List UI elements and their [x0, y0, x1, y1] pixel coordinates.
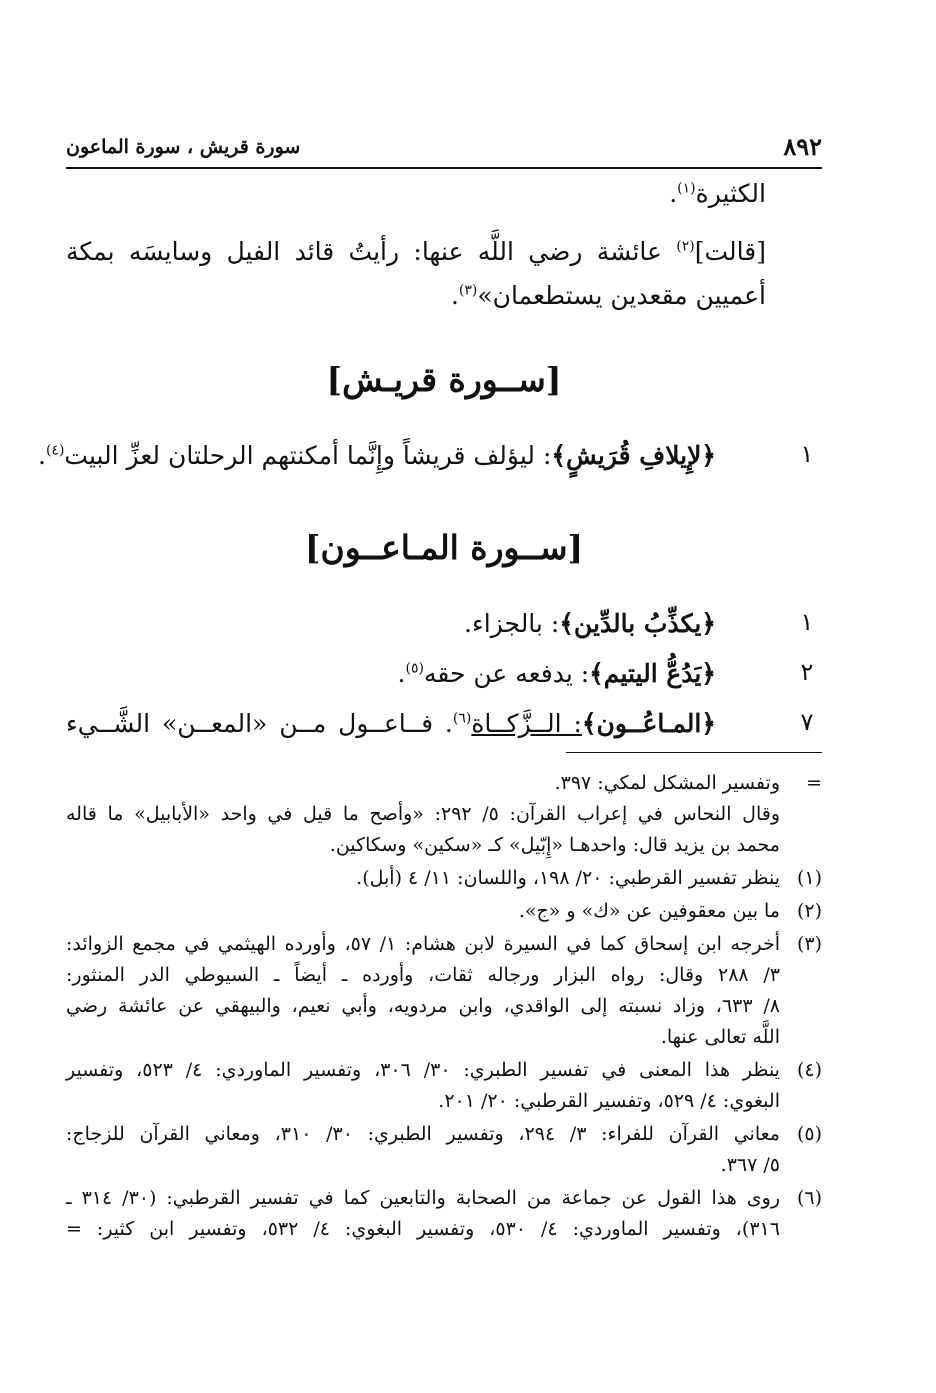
- footnote: [66, 1119, 822, 1181]
- verse-gloss: : الــزَّكــاة: [471, 709, 582, 738]
- footnote: [66, 896, 822, 927]
- continuation-line: [66, 172, 766, 216]
- footnote-line: اللَّه تعالى عنها.: [660, 1026, 780, 1048]
- verse-row: [37, 436, 822, 480]
- footnote-number: (٥): [796, 1123, 822, 1145]
- header-title: سورة قريش ، سورة الماعون: [66, 136, 301, 158]
- footnote-line: وتفسير المشكل لمكي: ٣٩٧.: [554, 772, 780, 794]
- footnote-line: معاني القرآن للفراء: ٣/ ٢٩٤، وتفسير الطبري: ٣٠/ ٣١٠، ومعاني القرآن للزجاج:: [66, 1123, 780, 1145]
- verse-text: [464, 604, 716, 644]
- footnote-number: (١): [796, 867, 822, 889]
- footnote-line: البغوي: ٤/ ٥٢٩، وتفسير القرطبي: ٢٠/ ٢٠١.: [438, 1090, 780, 1112]
- footnote-line: ٥/ ٣٦٧.: [720, 1154, 780, 1176]
- footnote-divider: [566, 752, 822, 753]
- footnote-line: ما بين معقوفين عن «ك» و «ج».: [518, 900, 780, 922]
- footnote-line: ٨/ ٦٣٣، وزاد نسبته إلى الواقدي، وابن مردويه، وأبي نعيم، والبيهقي عن عائشة رضي: [66, 995, 780, 1017]
- paragraph-text: عائشة رضي اللَّه عنها: رأيتُ قائد الفيل وسايسَه بمكة: [66, 237, 677, 266]
- surah-quraysh-heading: [ســورة قريـش]: [326, 360, 562, 399]
- footnote-ref: (٥): [405, 660, 424, 677]
- bracket-text: [قالت]: [694, 237, 766, 266]
- footnote-line: ينظر تفسير القرطبي: ٢٠/ ١٩٨، واللسان: ١١/ ٤ (أبل).: [356, 867, 780, 889]
- verse-row: [66, 654, 822, 698]
- quran-phrase: ﴿لإِيلافِ قُرَيشٍ﴾: [551, 441, 716, 470]
- footnote-line: روى هذا القول عن جماعة من الصحابة والتابعين كما في تفسير القرطبي: (٣٠/ ٣١٤ ـ: [66, 1187, 781, 1209]
- footnote: [66, 768, 822, 861]
- paragraph-line-1: [66, 230, 766, 274]
- punctuation: .: [450, 281, 459, 310]
- footnote-line: وقال النحاس في إعراب القرآن: ٥/ ٢٩٢: «وأصح ما قيل في واحد «الأبابيل» ما قاله: [66, 803, 781, 825]
- surah-maun-heading: [ســورة المـاعــون]: [304, 528, 584, 567]
- footnote-ref: (٢): [676, 238, 695, 255]
- verse-gloss: : بالجزاء.: [464, 609, 560, 638]
- verse-gloss-continued: . فــاعــول مــن «المعــن» الشَّــيء: [66, 709, 453, 738]
- verse-number: ١: [800, 440, 814, 468]
- verse-row: [66, 704, 822, 748]
- footnote-number: (٣): [796, 933, 822, 955]
- verse-gloss: : يدفعه عن حقه: [423, 659, 590, 688]
- footnote-number: =: [806, 772, 822, 794]
- footnote-ref: (٤): [45, 442, 65, 459]
- footnote: [66, 863, 822, 894]
- page-number: ٨٩٢: [783, 132, 822, 161]
- footnote-ref: (٣): [458, 282, 478, 299]
- verse-number: ٢: [800, 658, 814, 686]
- footnote-ref: (١): [677, 180, 696, 197]
- punctuation: .: [37, 441, 46, 470]
- header-divider: [66, 167, 822, 169]
- quran-phrase: ﴿المـاعُــون﴾: [581, 709, 716, 738]
- footnote-number: (٦): [796, 1187, 822, 1209]
- footnotes-section: [66, 768, 822, 1247]
- punctuation: .: [669, 179, 678, 208]
- verse-text: [398, 654, 716, 694]
- continuation-word: الكثيرة: [695, 179, 766, 208]
- footnote: [66, 929, 822, 1053]
- footnote-number: (٤): [796, 1059, 822, 1081]
- aisha-paragraph: [66, 230, 766, 318]
- punctuation: .: [397, 659, 406, 688]
- footnote-ref: (٦): [452, 710, 472, 727]
- verse-text: [38, 436, 716, 476]
- paragraph-line-2: [66, 274, 766, 318]
- footnote-line: أخرجه ابن إسحاق كما في السيرة لابن هشام: ١/ ٥٧، وأورده الهيثمي في مجمع الزوائد:: [66, 933, 780, 955]
- verse-number: ١: [800, 608, 814, 636]
- footnote: [66, 1055, 822, 1117]
- verse-number: ٧: [800, 708, 814, 736]
- footnote-number: (٢): [796, 900, 822, 922]
- paragraph-text: أعميين مقعدين يستطعمان»: [477, 281, 766, 310]
- quran-phrase: ﴿يكذِّبُ بالدِّين﴾: [559, 609, 716, 638]
- quran-phrase: ﴿يَدُعُّ اليتيم﴾: [589, 659, 716, 688]
- footnote-line: ٣/ ٢٨٨ وقال: رواه البزار ورجاله ثقات، وأورده ـ أيضاً ـ السيوطي الدر المنثور:: [66, 964, 780, 986]
- verse-gloss: : ليؤلف قريشاً وإِنَّما أمكنتهم الرحلتان لعزِّ البيت: [64, 441, 552, 470]
- footnote-line: ٣١٦)، وتفسير الماوردي: ٤/ ٥٣٠، وتفسير البغوي: ٤/ ٥٣٢، وتفسير ابن كثير: =: [66, 1218, 780, 1240]
- verse-row: [66, 604, 822, 648]
- footnote-line: ينظر هذا المعنى في تفسير الطبري: ٣٠/ ٣٠٦، وتفسير الماوردي: ٤/ ٥٢٣، وتفسير: [66, 1059, 780, 1081]
- verse-text: [66, 704, 716, 744]
- footnote-line: محمد بن يزيد قال: واحدهـا «إِبّيل» كـ «سكين» وسكاكين.: [329, 834, 780, 856]
- footnote: [66, 1183, 822, 1245]
- running-header: [66, 128, 822, 168]
